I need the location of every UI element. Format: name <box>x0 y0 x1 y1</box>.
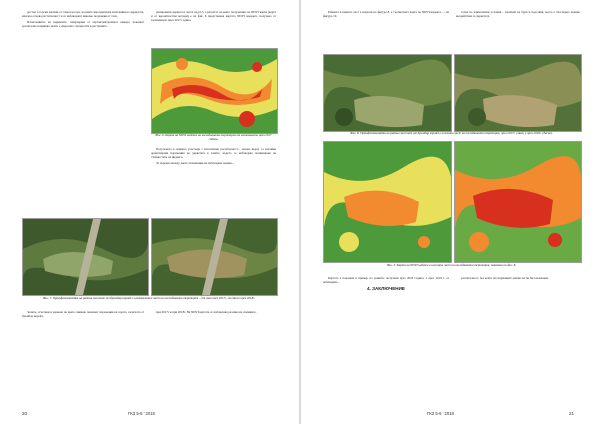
paragraph: растителност, без които последващият анализ не би бил възможен. <box>461 276 549 280</box>
paragraph: при 2017г и при 2018г. На NDVI картата се наблюдава разлика на снимките. <box>156 310 257 314</box>
paragraph: Районът в южната част е показан на фигура 8, а съответната карта на NDVI индекса — на фигура 10. <box>323 10 449 18</box>
left-page-column-2-middle <box>151 147 276 215</box>
figure-6-caption: Фиг. 6. Карта на NDVI индекса на изследваната територия от заснемането през 2017 година. <box>155 133 272 141</box>
figure-9-caption: Фиг. 9. Карта на NDVI индекса в южната част на изследваната територия, показана на фиг. 8. <box>386 263 517 267</box>
ortho-image-2018 <box>152 219 277 295</box>
figure-8-caption: Фиг. 8. Ортофотомозайка на района засегнат от бръмбар корояд в южната част на изследваната територия, през 2017г. (ляво) и през 2018г. (дясно). <box>350 131 553 135</box>
figure-9-ndvi-2018 <box>454 141 582 263</box>
figure-7-ortho-2017 <box>22 218 149 296</box>
left-page-bottom-column-1 <box>22 310 144 398</box>
figure-8-ortho-2018 <box>454 54 582 132</box>
ndvi-map-south-2017 <box>324 142 451 262</box>
right-page-bottom-column-2 <box>456 276 580 400</box>
paragraph: Картата е показана в пример на данните получени през 2018 година, а през 2019 г. се наблюдава... <box>323 276 449 284</box>
figure-9-ndvi-2017 <box>323 141 452 263</box>
figure-6-ndvi-map <box>151 48 278 134</box>
right-page-column-2-top <box>456 10 580 52</box>
figure-7-caption: Фиг. 7. Ортофотомозайка на района засегнат от бръмбар корояд в централната част на изследваната територия – от ляво през 2017г, от дясно през 2018г. <box>42 296 256 300</box>
page-footer: ГКЗ 5-6 ' 2018 <box>427 411 454 416</box>
paragraph: Получената в червено участъци с използване растителност... зонове върху са значими ориентирани поражения на дърветата в зоните, където се наблюдава понижаване на стойностите на индекса. <box>151 147 276 159</box>
left-page-column-1 <box>22 10 144 216</box>
ortho-image-2017 <box>23 219 148 295</box>
right-page <box>301 0 600 424</box>
figure-8-ortho-2017 <box>323 54 452 132</box>
left-page-column-2-top <box>151 10 276 48</box>
paragraph: За поредна между двете заснемания не наблюдава оценка... <box>156 160 235 165</box>
paragraph: достъп в горски масиви от самосеи гора, на които има вдигнати изсичания на дърветата, или въз основа растителност и се наблюдават няколко подложки от тази. <box>22 10 144 18</box>
paragraph: Изчисленията на индексите, генерирани от мултиспектралната камера, показват растителна покривка, която е свързана с процесите в растенията. <box>22 19 144 28</box>
right-page-column-1-top <box>323 10 449 52</box>
paragraph: унищожени дървета и части над 0.5, а резултат на която полученият по NDVI карти (карта и от вероятностни методи) е на фиг. 6 представена картата NDVI индекса, получена от заснемането през 2017 година. <box>151 10 276 22</box>
section-heading: 4. ЗАКЛЮЧЕНИЕ <box>367 285 405 291</box>
right-page-bottom-column-1 <box>323 276 449 400</box>
paragraph: Зоните, отчетени в червено на двете снимки, показват поражения на гората, засегната от бръмбар корояд. <box>22 310 144 318</box>
paragraph: точка на климатични условия – наличие на буря и бедствия, което е безспорно мощно въздействие за дърветата. <box>456 10 580 18</box>
ndvi-map-south-2018 <box>455 142 581 262</box>
figure-7-ortho-2018 <box>151 218 278 296</box>
ortho-image-south-2018 <box>455 55 581 131</box>
page-number: 20 <box>22 411 28 416</box>
ortho-image-south-2017 <box>324 55 451 131</box>
ndvi-map-image <box>152 49 277 133</box>
page-footer: ГКЗ 5-6 ' 2018 <box>128 411 155 416</box>
left-page <box>0 0 299 424</box>
left-page-bottom-column-2 <box>151 310 276 398</box>
page-number: 21 <box>569 411 575 416</box>
